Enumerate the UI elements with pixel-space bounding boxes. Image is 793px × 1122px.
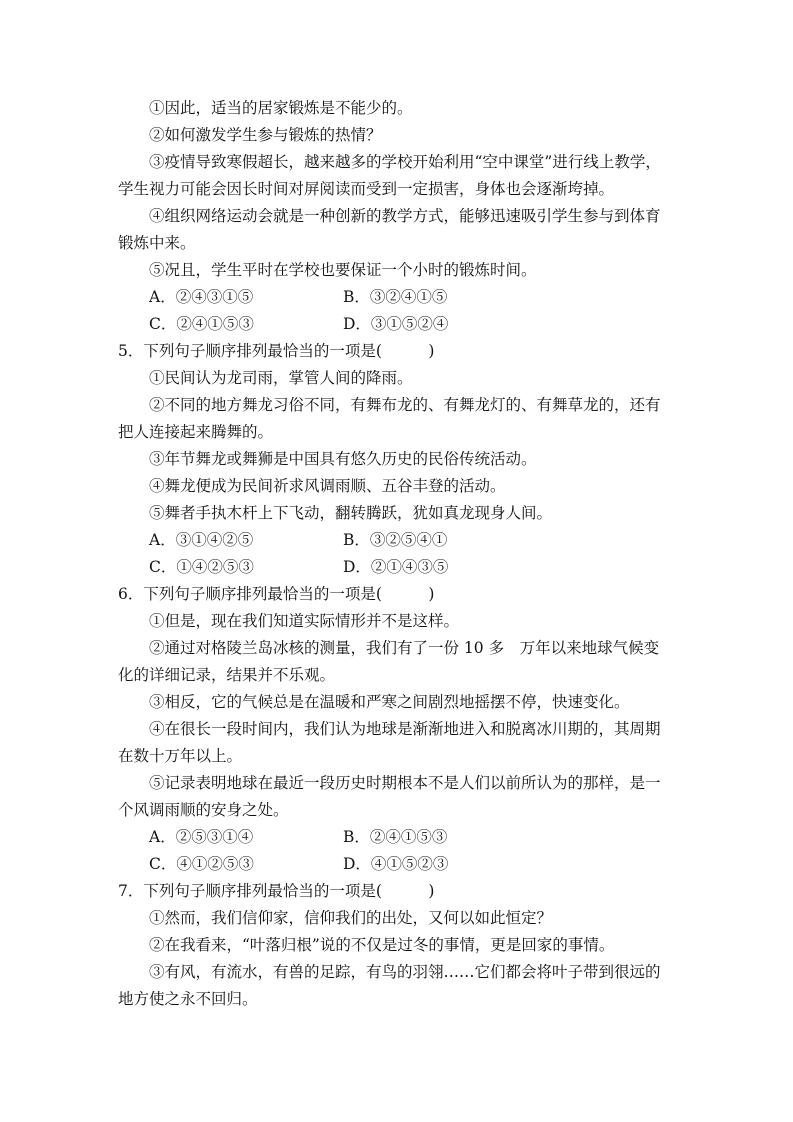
- answer-options-row: [118, 311, 678, 338]
- answer-option: D．④①⑤②③: [343, 855, 449, 873]
- text-line: ③有风，有流水，有兽的足踪，有鸟的羽翎……它们都会将叶子带到很远的: [149, 963, 661, 981]
- answer-options-row: [118, 527, 678, 554]
- text-line: ⑤记录表明地球在最近一段历史时期根本不是人们以前所认为的那样，是一: [149, 774, 661, 792]
- text-line: ④组织网络运动会就是一种创新的教学方式，能够迅速吸引学生参与到体育: [149, 207, 661, 225]
- answer-option: B．②④①⑤③: [343, 828, 448, 846]
- answer-option: A．③①④②⑤: [149, 531, 254, 549]
- answer-option: B．③②⑤④①: [343, 531, 448, 549]
- text-line: 把人连接起来腾舞的。: [118, 423, 274, 441]
- text-line: 在数十万年以上。: [118, 747, 243, 765]
- text-line: ③年节舞龙或舞狮是中国具有悠久历史的民俗传统活动。: [149, 450, 537, 468]
- answer-option: D．③①⑤②④: [343, 315, 449, 333]
- answer-options-row: [118, 554, 678, 581]
- text-line: ④舞龙便成为民间祈求风调雨顺、五谷丰登的活动。: [149, 477, 506, 495]
- text-line: ⑤舞者手执木杆上下飞动，翻转腾跃，犹如真龙现身人间。: [149, 504, 553, 522]
- answer-option: C．④①②⑤③: [149, 855, 254, 873]
- text-line: ③疫情导致寒假超长，越来越多的学校开始利用“空中课堂”进行线上教学，: [149, 153, 661, 171]
- question-stem: 7．下列句子顺序排列最恰当的一项是( ): [118, 882, 435, 900]
- text-line: ①然而，我们信仰家，信仰我们的出处，又何以如此恒定？: [149, 909, 553, 927]
- text-line: ②如何激发学生参与锻炼的热情？: [149, 126, 382, 144]
- answer-option: A．②④③①⑤: [149, 288, 254, 306]
- question-stem: 5．下列句子顺序排列最恰当的一项是( ): [118, 342, 435, 360]
- text-line: ①因此，适当的居家锻炼是不能少的。: [149, 99, 413, 117]
- text-line: ①但是，现在我们知道实际情形并不是这样。: [149, 612, 460, 630]
- answer-option: C．②④①⑤③: [149, 315, 254, 333]
- answer-options-row: [118, 284, 678, 311]
- text-line: 个风调雨顺的安身之处。: [118, 801, 289, 819]
- text-line: 地方使之永不回归。: [118, 990, 258, 1008]
- text-line: ②不同的地方舞龙习俗不同，有舞布龙的、有舞龙灯的、有舞草龙的，还有: [149, 396, 661, 414]
- text-line: ②在我看来，“叶落归根”说的不仅是过冬的事情，更是回家的事情。: [149, 936, 615, 954]
- text-line: ④在很长一段时间内，我们认为地球是渐渐地进入和脱离冰川期的，其周期: [149, 720, 661, 738]
- answer-options-row: [118, 824, 678, 851]
- answer-option: A．②⑤③①④: [149, 828, 254, 846]
- answer-options-row: [118, 851, 678, 878]
- text-line: 化的详细记录，结果并不乐观。: [118, 666, 336, 684]
- text-line: ②通过对格陵兰岛冰核的测量，我们有了一份 10 多 万年以来地球气候变: [149, 639, 660, 657]
- text-line: ⑤况且，学生平时在学校也要保证一个小时的锻炼时间。: [149, 261, 537, 279]
- answer-option: C．①④②⑤③: [149, 558, 254, 576]
- text-line: ③相反，它的气候总是在温暖和严寒之间剧烈地摇摆不停，快速变化。: [149, 693, 630, 711]
- question-stem: 6．下列句子顺序排列最恰当的一项是( ): [118, 585, 435, 603]
- answer-option: D．②①④③⑤: [343, 558, 449, 576]
- answer-option: B．③②④①⑤: [343, 288, 448, 306]
- text-line: ①民间认为龙司雨，掌管人间的降雨。: [149, 369, 413, 387]
- text-line: 学生视力可能会因长时间对屏阅读而受到一定损害，身体也会逐渐垮掉。: [118, 180, 615, 198]
- text-line: 锻炼中来。: [118, 234, 196, 252]
- document-body: [118, 95, 678, 1013]
